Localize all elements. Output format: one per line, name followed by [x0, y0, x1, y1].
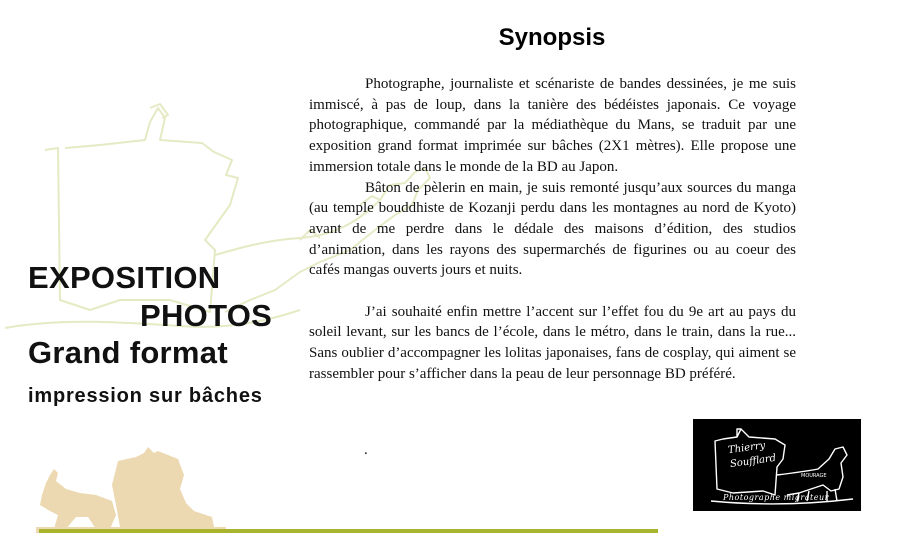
- exposition-heading: EXPOSITION: [28, 260, 221, 295]
- horse-cart-silhouette: [36, 445, 226, 535]
- synopsis-paragraph-1: Photographe, journaliste et scénariste de bandes dessinées, je me suis immiscé, à pas de loup, dans la tanière des bédéistes japonais. Ce voyage photographique, commandé par la médiathèque du Mans, se traduit par une exposition grand format imprimée sur bâches (2X1 mètres). Elle propose une immersion totale dans le monde de la BD au Japon.: [309, 76, 796, 175]
- footer-divider: [39, 529, 658, 533]
- photographer-logo: [693, 419, 861, 511]
- logo-first-name: Thierry: [727, 440, 767, 457]
- photos-heading: PHOTOS: [140, 298, 273, 333]
- logo-tagline: Photographe migrateur: [723, 493, 829, 502]
- synopsis-paragraph-2: Bâton de pèlerin en main, je suis remonté jusqu’aux sources du manga (au temple bouddhiste de Kozanji perdu dans les montagnes au nord de Kyoto) avant de me perdre dans le dédale des maisons d’édition, des studios d’animation, dans les rayons des supermarchés de figurines ou au coeur des cafés mangas ouverts jours et nuits.: [309, 179, 796, 279]
- trailing-dot: .: [364, 442, 368, 458]
- logo-last-name: Soufflard: [729, 452, 777, 471]
- logo-small-text: MOURAGE: [801, 473, 827, 479]
- grand-format-heading: Grand format: [28, 335, 228, 370]
- synopsis-paragraph-3: J’ai souhaité enfin mettre l’accent sur l’effet fou du 9e art au pays du soleil levant, sur les bancs de l’école, dans le métro, dans le train, dans la rue... Sans oublier d’accompagner les lolitas japonaises, fans de cosplay, qui aiment se rassembler pour s’afficher dans la peau de leur personnage BD préféré.: [309, 303, 796, 382]
- impression-subheading: impression sur bâches: [28, 385, 263, 407]
- synopsis-body: [309, 74, 796, 385]
- synopsis-title: Synopsis: [498, 24, 606, 51]
